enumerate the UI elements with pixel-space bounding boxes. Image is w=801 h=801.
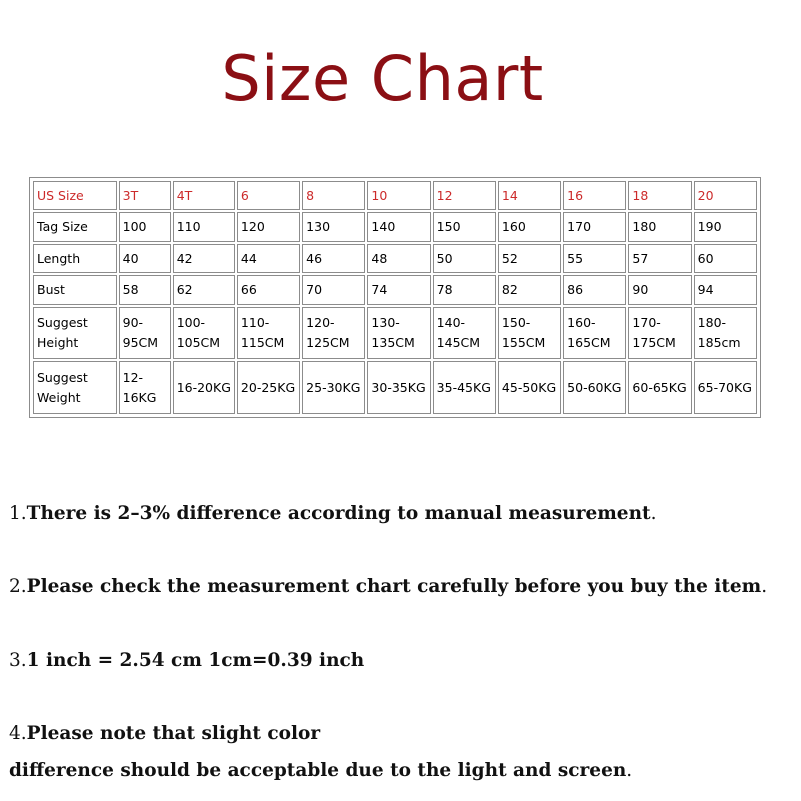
row-label: US Size xyxy=(33,181,117,210)
note-3: 3.1 inch = 2.54 cm 1cm=0.39 inch xyxy=(9,650,365,671)
table-cell: 170- 175CM xyxy=(628,307,691,360)
table-cell: 12- 16KG xyxy=(119,361,171,414)
table-cell: 20 xyxy=(694,181,757,210)
table-cell: 42 xyxy=(173,244,235,273)
table-cell: 8 xyxy=(302,181,365,210)
note-text: Please note that slight color xyxy=(26,723,321,744)
table-cell: 90 xyxy=(628,275,691,304)
table-cell: 45-50KG xyxy=(498,361,561,414)
table-cell: 55 xyxy=(563,244,626,273)
table-cell: 170 xyxy=(563,212,626,241)
table-cell: 65-70KG xyxy=(694,361,757,414)
table-cell: 46 xyxy=(302,244,365,273)
table-cell: 12 xyxy=(433,181,496,210)
table-cell: 82 xyxy=(498,275,561,304)
table-cell: 30-35KG xyxy=(367,361,430,414)
table-row xyxy=(33,181,757,210)
table-cell: 18 xyxy=(628,181,691,210)
table-row xyxy=(33,275,757,304)
note-4-continued xyxy=(9,760,632,781)
table-cell: 16-20KG xyxy=(173,361,235,414)
table-cell: 48 xyxy=(367,244,430,273)
table-row xyxy=(33,212,757,241)
table-cell: 180- 185cm xyxy=(694,307,757,360)
table-cell: 60-65KG xyxy=(628,361,691,414)
table-cell: 60 xyxy=(694,244,757,273)
note-number: 4 xyxy=(9,723,21,744)
row-label: Suggest Weight xyxy=(33,361,117,414)
table-cell: 90- 95CM xyxy=(119,307,171,360)
table-cell: 190 xyxy=(694,212,757,241)
table-cell: 35-45KG xyxy=(433,361,496,414)
table-cell: 94 xyxy=(694,275,757,304)
table-cell: 16 xyxy=(563,181,626,210)
table-cell: 58 xyxy=(119,275,171,304)
row-label: Length xyxy=(33,244,117,273)
table-cell: 74 xyxy=(367,275,430,304)
table-cell: 52 xyxy=(498,244,561,273)
note-end: . xyxy=(761,576,768,597)
note-1: 1.There is 2–3% difference according to manual measurement. xyxy=(9,503,657,524)
row-label: Bust xyxy=(33,275,117,304)
table-cell: 57 xyxy=(628,244,691,273)
table-cell: 160 xyxy=(498,212,561,241)
table-cell: 180 xyxy=(628,212,691,241)
size-chart xyxy=(29,177,761,418)
table-cell: 70 xyxy=(302,275,365,304)
row-label: Suggest Height xyxy=(33,307,117,360)
note-end: . xyxy=(626,760,633,781)
note-end: . xyxy=(650,503,657,524)
table-cell: 20-25KG xyxy=(237,361,300,414)
table-cell: 44 xyxy=(237,244,300,273)
table-cell: 6 xyxy=(237,181,300,210)
table-cell: 78 xyxy=(433,275,496,304)
row-label: Tag Size xyxy=(33,212,117,241)
table-cell: 4T xyxy=(173,181,235,210)
table-cell: 10 xyxy=(367,181,430,210)
table-cell: 25-30KG xyxy=(302,361,365,414)
table-cell: 66 xyxy=(237,275,300,304)
note-text: difference should be acceptable due to the light and screen xyxy=(9,760,627,781)
note-number: 1 xyxy=(9,503,21,524)
note-number: 2 xyxy=(9,576,21,597)
table-cell: 150- 155CM xyxy=(498,307,561,360)
note-number: 3 xyxy=(9,650,21,671)
table-cell: 120- 125CM xyxy=(302,307,365,360)
note-text: 1 inch = 2.54 cm 1cm=0.39 inch xyxy=(26,650,365,671)
table-cell: 140- 145CM xyxy=(433,307,496,360)
table-cell: 130 xyxy=(302,212,365,241)
note-text: There is 2–3% difference according to manual measurement xyxy=(26,503,651,524)
table-cell: 110- 115CM xyxy=(237,307,300,360)
size-table xyxy=(31,179,759,416)
table-row xyxy=(33,361,757,414)
table-row xyxy=(33,307,757,360)
table-cell: 50-60KG xyxy=(563,361,626,414)
table-cell: 86 xyxy=(563,275,626,304)
table-cell: 130- 135CM xyxy=(367,307,430,360)
table-cell: 100- 105CM xyxy=(173,307,235,360)
note-2: 2.Please check the measurement chart carefully before you buy the item. xyxy=(9,576,768,597)
table-cell: 150 xyxy=(433,212,496,241)
table-cell: 110 xyxy=(173,212,235,241)
table-cell: 40 xyxy=(119,244,171,273)
page-title: Size Chart xyxy=(221,42,544,115)
table-row xyxy=(33,244,757,273)
table-cell: 62 xyxy=(173,275,235,304)
table-cell: 100 xyxy=(119,212,171,241)
note-text: Please check the measurement chart carefully before you buy the item xyxy=(26,576,762,597)
table-cell: 120 xyxy=(237,212,300,241)
table-cell: 14 xyxy=(498,181,561,210)
note-4: 4.Please note that slight color xyxy=(9,723,321,744)
table-cell: 50 xyxy=(433,244,496,273)
table-cell: 3T xyxy=(119,181,171,210)
table-cell: 160- 165CM xyxy=(563,307,626,360)
table-cell: 140 xyxy=(367,212,430,241)
